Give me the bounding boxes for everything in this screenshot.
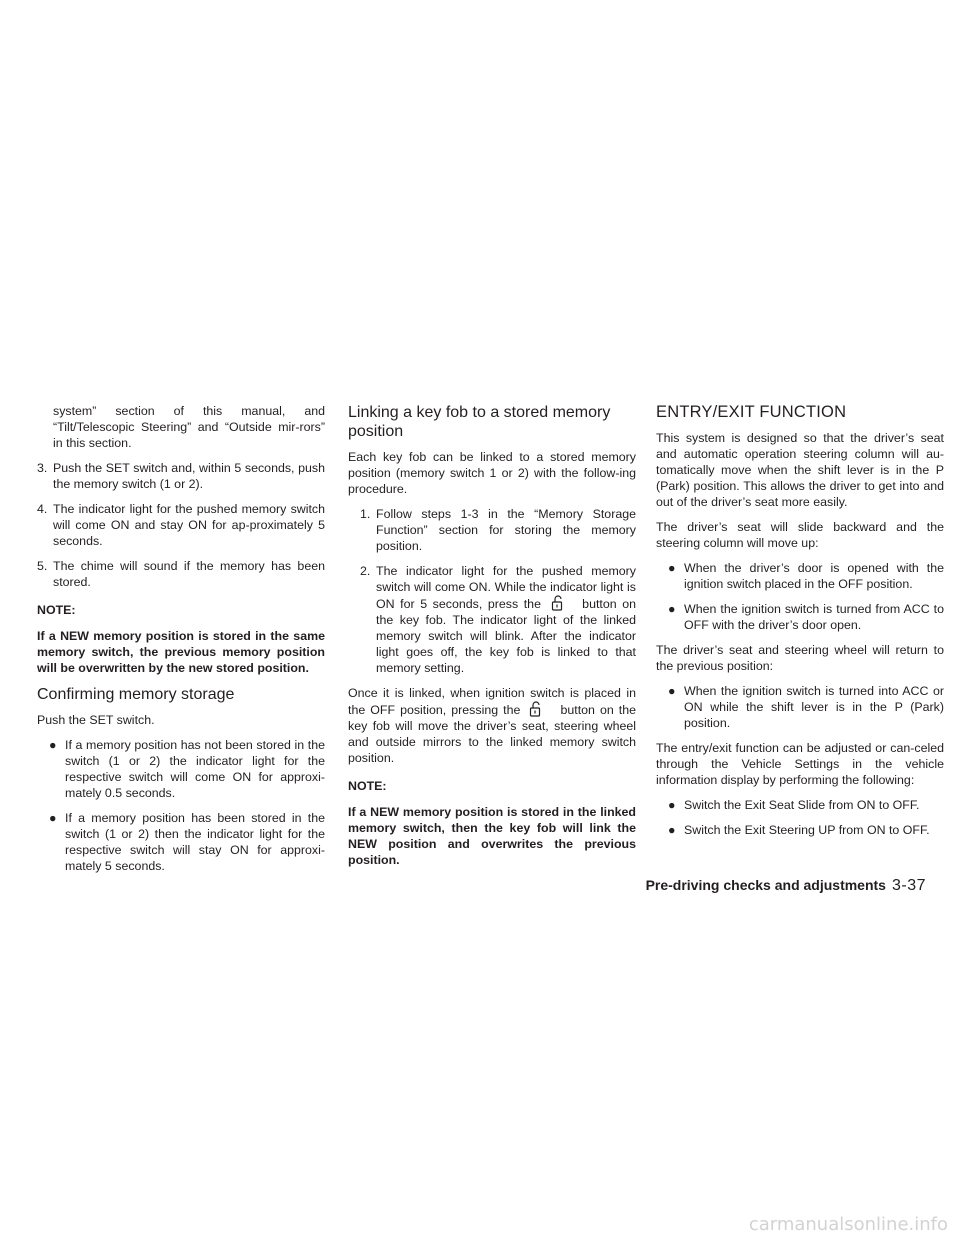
linked-paragraph: [348, 685, 636, 766]
step-item: [37, 558, 325, 590]
note-label: NOTE:: [348, 779, 387, 793]
linking-key-fob-heading: Linking a key fob to a stored memory position: [348, 404, 611, 440]
entry-exit-heading: ENTRY/EXIT FUNCTION: [656, 403, 847, 421]
bullet-text: If a memory position has been stored in the switch (1 or 2) then the indicator light for the respective switch will stay ON for approxi-mately 5 seconds.: [65, 811, 325, 873]
bullet-dot-icon: ●: [49, 738, 57, 752]
bullet-dot-icon: ●: [668, 561, 676, 575]
page-footer: [620, 877, 926, 895]
storage-steps: [37, 460, 325, 590]
step-text: Follow steps 1-3 in the “Memory Storage Function” section for storing the memory position.: [376, 507, 636, 553]
return-intro: The driver’s seat and steering wheel will return to the previous position:: [656, 643, 944, 673]
bullet-item: [668, 822, 944, 838]
step-text: The chime will sound if the memory has been stored.: [53, 559, 325, 589]
intro-text: Each key fob can be linked to a stored memory position (memory switch 1 or 2) with the follow-ing procedure.: [348, 450, 636, 496]
move-up-intro: The driver’s seat will slide backward and the steering column will move up:: [656, 520, 944, 550]
note-text: If a NEW memory position is stored in the same memory switch, the previous memory position will be overwritten by the new stored position.: [37, 629, 325, 675]
step-text: [376, 563, 636, 676]
footer-section-title: Pre-driving checks and adjustments: [645, 877, 886, 893]
linking-steps: [348, 506, 636, 676]
watermark: carmanualsonline.info: [748, 1214, 948, 1235]
bullet-text: When the driver’s door is opened with the ignition switch placed in the OFF position.: [684, 561, 944, 591]
bullet-dot-icon: ●: [668, 602, 676, 616]
column-2: [348, 403, 636, 877]
bullet-item: [668, 797, 944, 813]
bullet-text: When the ignition switch is turned from ACC to OFF with the driver’s door open.: [684, 602, 944, 632]
note-label: NOTE:: [37, 603, 76, 617]
cancel-bullets: [656, 797, 944, 838]
step-text-part: button on the key fob. The indicator light of the linked memory switch will blink. After the indicator light goes off, the key fob is linked to that memory setting.: [376, 597, 636, 675]
confirm-bullets: [37, 737, 325, 874]
intro-text: This system is designed so that the driver’s seat and automatic operation steering column will au-tomatically move when the shift lever is in the P (Park) position. This allows the driver to get into and out of the driver’s seat more easily.: [656, 431, 944, 509]
step-item: [360, 506, 636, 554]
bullet-dot-icon: ●: [668, 684, 676, 698]
move-up-bullets: [656, 560, 944, 633]
bullet-item: [668, 683, 944, 731]
step-item: [360, 563, 636, 676]
paragraph-part: button on the key fob will move the driver’s seat, steering wheel and outside mirrors to the linked memory switch position.: [348, 703, 637, 765]
return-bullets: [656, 683, 944, 731]
intro-text: Push the SET switch.: [37, 713, 155, 727]
bullet-item: [49, 810, 325, 874]
page-number: 3-37: [891, 877, 926, 894]
step-number: 4.: [37, 502, 48, 516]
step-text-part: The indicator light for the pushed memory switch will come ON. While the indicator light is ON for 5 seconds, press the: [376, 564, 636, 611]
bullet-text: When the ignition switch is turned into ACC or ON while the shift lever is in the P (Park) position.: [684, 684, 944, 730]
step-number: 5.: [37, 559, 48, 573]
bullet-dot-icon: ●: [49, 811, 57, 825]
continuation-text: system” section of this manual, and “Tilt/Telescopic Steering” and “Outside mir-rors” in this section.: [53, 404, 325, 450]
confirming-storage-heading: Confirming memory storage: [37, 686, 235, 703]
bullet-dot-icon: ●: [668, 798, 676, 812]
bullet-item: [668, 601, 944, 633]
step-number: 2.: [360, 564, 371, 578]
step-item: [37, 501, 325, 549]
step-number: 3.: [37, 461, 48, 475]
step-text: Push the SET switch and, within 5 seconds, push the memory switch (1 or 2).: [53, 461, 325, 491]
step-item: [37, 460, 325, 492]
column-3: [656, 403, 944, 847]
column-1: [37, 403, 325, 883]
bullet-text: Switch the Exit Seat Slide from ON to OFF.: [684, 798, 920, 812]
bullet-text: Switch the Exit Steering UP from ON to OFF.: [684, 823, 930, 837]
paragraph-part: Once it is linked, when ignition switch is placed in the OFF position, pressing the: [348, 686, 636, 717]
bullet-item: [49, 737, 325, 801]
bullet-dot-icon: ●: [668, 823, 676, 837]
bullet-item: [668, 560, 944, 592]
bullet-text: If a memory position has not been stored in the switch (1 or 2) the indicator light for the respective switch will come ON for approxi-mately 0.5 seconds.: [65, 738, 325, 800]
key-fob-unlock-icon: [529, 701, 543, 717]
step-text: The indicator light for the pushed memory switch will come ON and stay ON for ap-proximately 5 seconds.: [53, 502, 325, 548]
step-number: 1.: [360, 507, 371, 521]
key-fob-unlock-icon: [551, 595, 565, 611]
cancel-intro: The entry/exit function can be adjusted or can-celed through the Vehicle Settings in the vehicle information display by performing the following:: [656, 741, 944, 787]
note-text: If a NEW memory position is stored in the linked memory switch, then the key fob will link the NEW position and overwrites the previous position.: [348, 805, 636, 867]
